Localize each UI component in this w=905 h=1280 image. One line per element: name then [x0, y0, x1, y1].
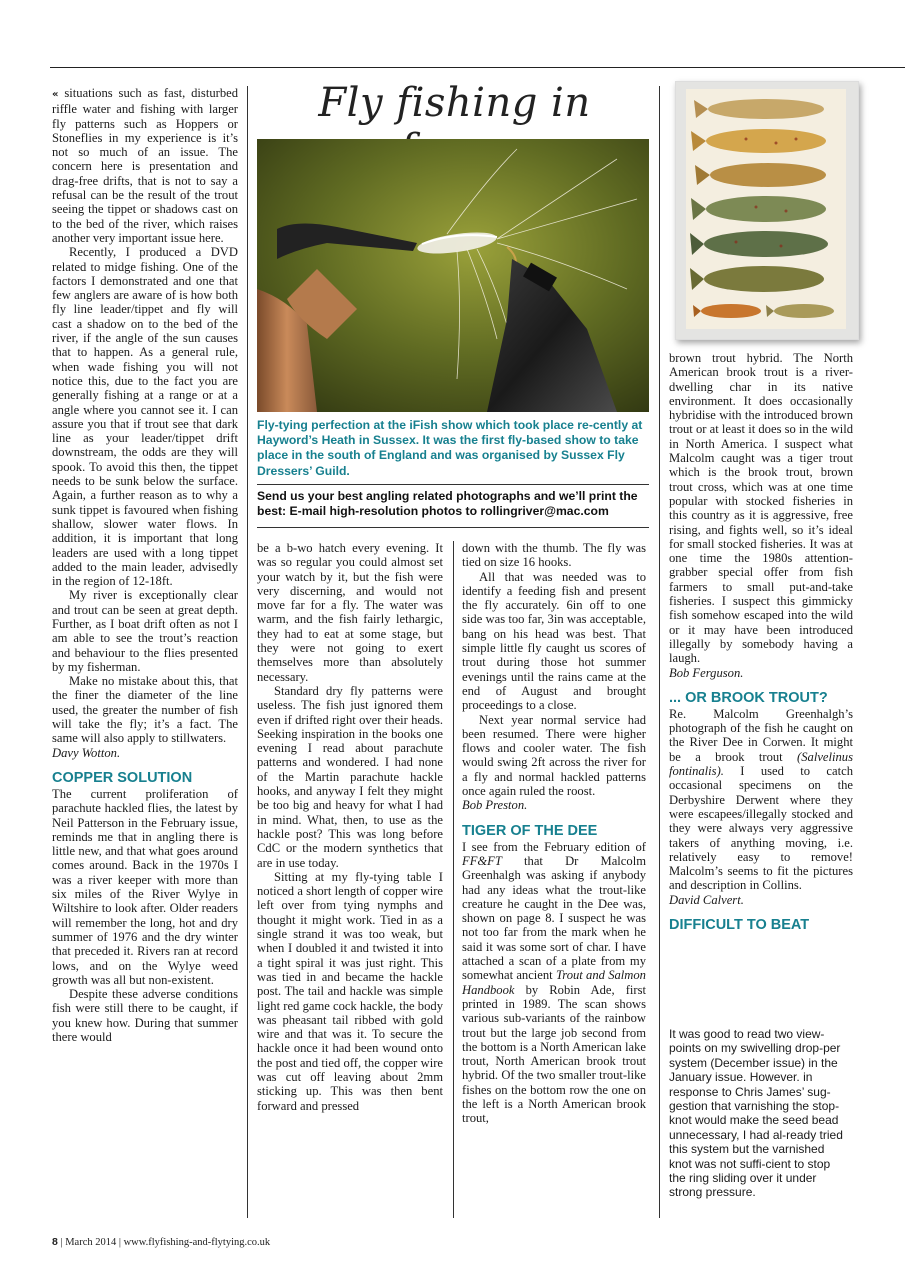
paragraph — [669, 707, 853, 893]
column-divider — [247, 86, 248, 1218]
column-1 — [52, 86, 238, 1044]
author-signature: Davy Wotton. — [52, 745, 121, 760]
paragraph: Standard dry fly patterns were useless. The fish just ignored them even if drifted right over their heads. Seeking inspiration in the books one evening I read about parachute patterns and wondered. I had none of the Martin parachute hackle hooks, and anyway I felt they might be too big and heavy for what I had in mind. What, then, to use as the hackle post? This was long before CdC or the modern synthetics that are in use today. — [257, 683, 443, 870]
paragraph — [52, 86, 238, 245]
paragraph: The current proliferation of parachute hackled flies, the latest by Neil Patterson in the February issue, reminds me that in angling there is little new, and that what goes around comes around. Back in the 1970s I was a river keeper with more than six miles of the River Wylye in Wiltshire to look after. Older readers will remember the long, hot and dry summer of 1976 and the dry winter that preceded it. Rivers ran at record lows, and on the Wylye weed growth was all but non-existent. — [52, 786, 238, 987]
trout-plate-illustration — [686, 89, 846, 329]
page-number: 8 — [52, 1236, 58, 1248]
photo-caption: Fly-tying perfection at the iFish show which took place re-cently at Hayword’s Heath in Sussex. It was the first fly-based show to take place in the south of England and was organised by Sussex Fly Dressers’ Guild. — [257, 418, 643, 478]
letter-heading: ... OR BROOK TROUT? — [669, 689, 828, 706]
section-title: Fly fishing in — [318, 80, 591, 126]
paragraph: Next year normal service had been resumed. There were higher flows and cooler water. The fish would swing 2ft across the river for a fly and normal hackled patterns once again ruled the roost. — [462, 712, 646, 799]
paragraph-text: Re. Malcolm Greenhalgh’s photograph of the fish he caught on the River Dee in Corwen. It might be a brook trout — [669, 706, 853, 764]
fly-tying-photo-image — [257, 139, 649, 412]
caption-divider — [257, 484, 649, 485]
paragraph: brown trout hybrid. The North American brook trout is a river-dwelling char in its native environment. It does occasionally hybridise with the introduced brown trout or at least it does so in the wild in North America. I suspect what Malcolm caught was a tiger trout which is the brook trout, brown trout cross, which was at one time popular with stocked fisheries in this country as it is aggressive, free rising, and fights well, so it’s ideal for small stocked fisheries. It was at one time the 1980s attention-grabber special offer from fish farmers to small put-and-take fisheries. I suspect this gimmicky fish somehow escaped into the wild or it may have been introduced illegally by somebody having a laugh. — [669, 351, 853, 666]
fly-tying-photo — [257, 139, 649, 412]
submission-promo: Send us your best angling related photographs and we’ll print the best: E-mail high-resolution photos to rollingriver@mac.com — [257, 489, 638, 519]
continued-marker: « — [52, 89, 59, 100]
book-title: Trout and Salmon Handbook — [462, 968, 646, 997]
paragraph: down with the thumb. The fly was tied on size 16 hooks. — [462, 541, 646, 570]
column-divider — [453, 541, 454, 1218]
column-3 — [462, 541, 646, 1126]
paragraph: be a b-wo hatch every evening. It was so regular you could almost set your watch by it, but the fish were very discerning, and would not move far for a fly. The water was warm, and the fish fairly lethargic, they had to eat at some stage, but they were not going to exert themselves more than absolutely necessary. — [257, 541, 443, 684]
paragraph: My river is exceptionally clear and trout can be seen at great depth. Further, as I boat drift often as not I am able to see the trout’s reaction and behaviour to the flies presented by my fisherman. — [52, 588, 238, 674]
column-2 — [257, 541, 443, 1113]
paragraph-text: I see from the February edition of — [462, 839, 646, 854]
author-signature: Bob Preston. — [462, 798, 528, 813]
publication-name: FF&FT — [462, 853, 502, 868]
column-4 — [669, 351, 853, 934]
paragraph-text: situations such as fast, disturbed riffle water and fishing with larger fly patterns such as Hoppers or Stoneflies in my experience is it’s not so much of an issue. The concern here is presentation and drag-free drifts, that is not to say a refusal can be the result of the trout seeing the tippet or shadows cast on to the bed of the river, which raises another very important issue here. — [52, 86, 238, 245]
paragraph: Make no mistake about this, that the finer the diameter of the line used, the greater the number of fish will take the fly; it’s a fact. The same will also apply to stillwaters. — [52, 674, 238, 746]
author-signature: Bob Ferguson. — [669, 665, 744, 680]
paragraph: All that was needed was to identify a feeding fish and present the fly accurately. 6in off to one side was too far, 3in was acceptable, bang on his head was best. That simple little fly caught us scores of trout during those hot summer evenings until the rains came at the end of August and brought proceedings to a close. — [462, 569, 646, 713]
letter-heading: TIGER OF THE DEE — [462, 822, 598, 839]
paragraph — [462, 840, 646, 1126]
paragraph-text: that Dr Malcolm Greenhalgh was asking if anybody had any ideas what the trout-like creature he caught in the Dee was, shown on page 8. I suspect he was not too far from the mark when he said it was some sort of char. I have attached a scan of a plate from my somewhat ancient — [462, 853, 646, 983]
author-signature: David Calvert. — [669, 892, 744, 907]
top-rule — [50, 67, 905, 68]
trout-plate-image — [675, 81, 859, 340]
paragraph-text: I used to catch occasional specimens on the Derbyshire Derwent where they were escapees/illegally stocked and they were always very aggressive takers of anything moving, i.e. relatively easy to remove! Malcolm’s seems to fit the pictures and description in Collins. — [669, 764, 853, 893]
trout-plate-page — [686, 89, 846, 329]
page-footer — [52, 1236, 270, 1248]
paragraph: Recently, I produced a DVD related to midge fishing. One of the factors I demonstrated and one that few anglers are aware of is how both fly line leader/tippet and fly will cast a shadow on to the bed of the river, if the angle of the sun causes that to happen. As a general rule, when wade fishing you will not notice this, due to the fact you are generally fishing at a range or at a angle where you cannot see it. I can assure you that if trout see that dark line as your leader/tippet drift downstream, the odds are they will spook. To avoid this then, the tippet needs to be sunk below the surface. Again, a further reason as to why a sunk tippet is favoured when fishing shallow, slower water flows. In addition, it is important that long leaders are used with a long tippet added to the main leader, advisedly in the region of 12-18ft. — [52, 245, 238, 589]
footer-text: | March 2014 | www.flyfishing-and-flytying.co.uk — [60, 1237, 271, 1248]
species-name: (Salvelinus fontinalis). — [669, 749, 853, 779]
promo-divider — [257, 527, 649, 528]
letter-heading: DIFFICULT TO BEAT — [669, 916, 810, 933]
paragraph-text: by Robin Ade, first printed in 1989. The scan shows various sub-variants of the rainbow trout but the large job second from the bottom is a North American lake trout, North American brook trout hybrid. Of the two smaller trout-like fishes on the bottom row the one on the left is a North American brook trout, — [462, 982, 646, 1126]
paragraph: It was good to read two view-points on my swivelling drop-per system (December issue) in the January issue. However. in response to Chris James’ sug-gestion that varnishing the stop-knot would make the seed bead unnecessary, I had al-ready tried this system but the varnished knot was not suffi-cient to stop the ring sliding over it under strong pressure. — [669, 1027, 843, 1200]
column-4-continued — [669, 1027, 847, 1200]
letter-heading: COPPER SOLUTION — [52, 769, 193, 786]
paragraph: Sitting at my fly-tying table I noticed a short length of copper wire left over from tying nymphs and thought it might work. Tied in as a single strand it was too weak, but when I doubled it and twisted it into a tight spiral it was just right. This was tied in and became the hackle post. The tail and hackle was simple light red game cock hackle, the body was pheasant tail ribbed with gold wire and that was it. To secure the hackle once it had been wound onto the post and tied off, the copper wire was cut off leaving about 2mm sticking up. This was then bent forward and pressed — [257, 869, 443, 1113]
paragraph: Despite these adverse conditions fish were still there to be caught, if you knew how. During that summer there would — [52, 987, 238, 1044]
column-divider — [659, 86, 660, 1218]
